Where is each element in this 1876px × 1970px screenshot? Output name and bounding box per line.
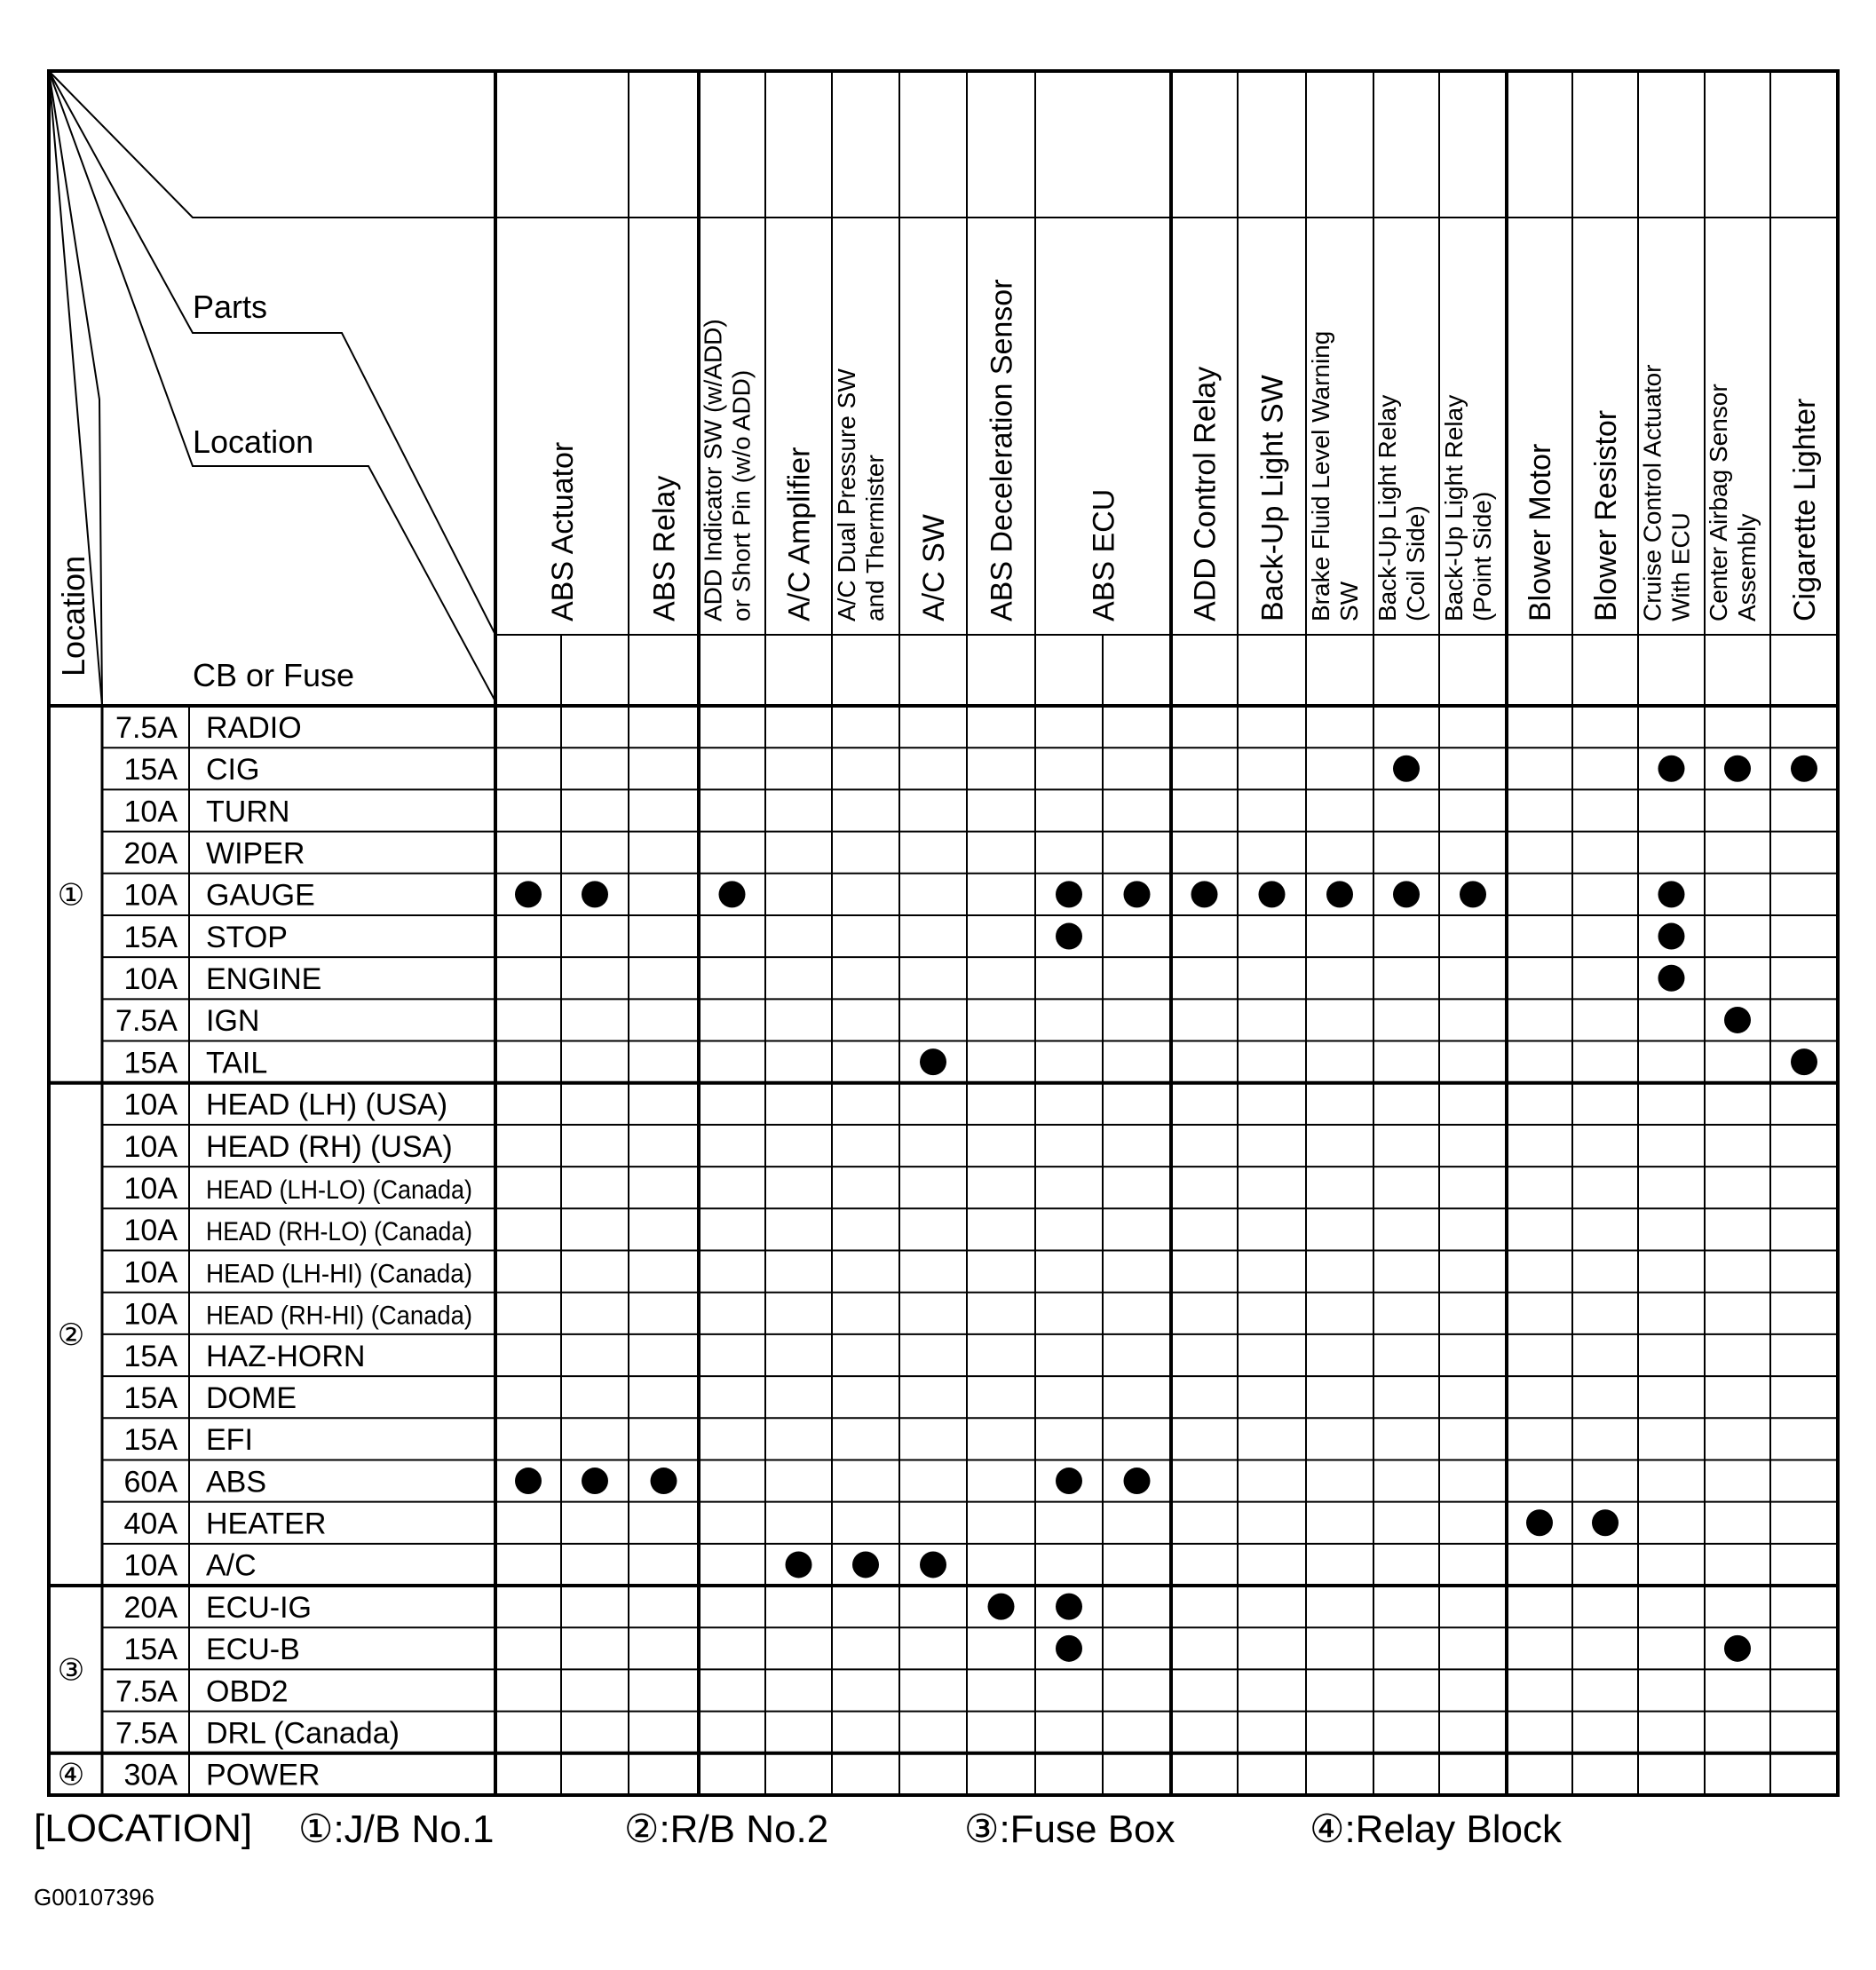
- fuse-amp: 15A: [123, 1046, 178, 1080]
- connection-dot: [1724, 1635, 1751, 1662]
- connection-dot: [852, 1551, 879, 1578]
- part-label: A/C Dual Pressure SW: [833, 368, 860, 621]
- part-label: ADD Control Relay: [1188, 366, 1223, 621]
- part-label: Center Airbag Sensor: [1705, 384, 1732, 621]
- fuse-amp: 7.5A: [115, 1004, 178, 1039]
- connection-dot: [651, 1468, 677, 1494]
- header-diagonals: [49, 71, 495, 706]
- connection-dot: [1658, 756, 1685, 782]
- fuse-amp: 15A: [123, 1381, 178, 1415]
- fuse-amp: 7.5A: [115, 1716, 178, 1751]
- fuse-name: DRL (Canada): [206, 1716, 400, 1751]
- location-groups: [58, 878, 84, 1792]
- fuse-name: ABS: [206, 1465, 267, 1499]
- connection-dot: [1460, 881, 1486, 907]
- fuse-amp: 10A: [123, 795, 178, 829]
- fuse-amp: 15A: [123, 1633, 178, 1667]
- fuse-name: ECU-B: [206, 1633, 300, 1667]
- connection-dot: [1658, 881, 1685, 907]
- location-symbol: ③: [57, 1653, 85, 1688]
- cb-fuse-label: CB or Fuse: [193, 657, 355, 693]
- connection-dot: [1191, 881, 1218, 907]
- fuse-name: HEAD (RH) (USA): [206, 1129, 453, 1164]
- part-label: ABS Deceleration Sensor: [985, 279, 1019, 621]
- fuse-amp: 20A: [123, 1590, 178, 1625]
- connection-dot: [1056, 923, 1082, 950]
- part-label: ABS Relay: [647, 475, 682, 621]
- part-label: ADD Indicator SW (w/ADD): [699, 319, 727, 621]
- part-label: A/C Amplifier: [782, 447, 817, 621]
- fuse-name: WIPER: [206, 836, 305, 871]
- connection-dot: [1326, 881, 1353, 907]
- fuse-amp: 20A: [123, 836, 178, 871]
- fuse-name: POWER: [206, 1758, 321, 1792]
- fuse-name: HEATER: [206, 1507, 327, 1541]
- fuse-amp: 10A: [123, 1548, 178, 1583]
- connection-dot: [1658, 965, 1685, 992]
- fuse-name: TAIL: [206, 1046, 268, 1080]
- fuse-amp: 10A: [123, 1171, 178, 1206]
- legend-fuse-box: ③:Fuse Box: [964, 1808, 1175, 1851]
- connection-dot: [1791, 1048, 1817, 1075]
- fuse-name: HEAD (RH-HI) (Canada): [206, 1301, 472, 1331]
- location-header-label: Location: [193, 423, 314, 460]
- part-label: Back-Up Light SW: [1255, 375, 1290, 621]
- fuse-amp: 15A: [123, 753, 178, 787]
- fuse-name: EFI: [206, 1423, 253, 1458]
- location-symbol: ④: [57, 1758, 85, 1792]
- connection-dot: [582, 881, 608, 907]
- connection-dot: [1056, 1594, 1082, 1620]
- connection-dot: [1724, 756, 1751, 782]
- fuse-name: HAZ-HORN: [206, 1339, 366, 1373]
- fuse-amp: 10A: [123, 1255, 178, 1290]
- fuse-name: HEAD (LH-HI) (Canada): [206, 1259, 472, 1289]
- connection-dot: [920, 1048, 946, 1075]
- fuse-amp: 15A: [123, 1339, 178, 1373]
- parts-label: Parts: [193, 289, 268, 325]
- connection-dot: [719, 881, 746, 907]
- location-axis-label: Location: [55, 555, 91, 676]
- part-label: Blower Resistor: [1589, 409, 1623, 621]
- fuse-name: ENGINE: [206, 962, 322, 997]
- fuse-amp: 7.5A: [115, 1674, 178, 1709]
- connection-dot: [515, 881, 542, 907]
- connection-dot: [1592, 1509, 1619, 1536]
- fuse-amp: 15A: [123, 1423, 178, 1458]
- connection-dot: [1056, 1635, 1082, 1662]
- fuse-name: A/C: [206, 1548, 257, 1583]
- fuse-name: RADIO: [206, 710, 302, 745]
- legend-title: [LOCATION]: [34, 1807, 253, 1850]
- part-label: Brake Fluid Level Warning: [1307, 330, 1334, 621]
- fuse-name: CIG: [206, 753, 260, 787]
- fuse-name: ECU-IG: [206, 1590, 312, 1625]
- part-label: Back-Up Light Relay: [1373, 394, 1401, 621]
- fuse-name: OBD2: [206, 1674, 289, 1709]
- fuse-amp: 15A: [123, 920, 178, 954]
- connection-dot: [1056, 881, 1082, 907]
- connection-dot: [786, 1551, 812, 1578]
- part-label: (Point Side): [1468, 491, 1496, 621]
- location-symbol: ②: [57, 1317, 85, 1352]
- legend-rb-no2: ②:R/B No.2: [624, 1808, 829, 1851]
- fuse-amp: 10A: [123, 1214, 178, 1248]
- part-label: Back-Up Light Relay: [1440, 394, 1468, 621]
- connection-dot: [1124, 1468, 1151, 1494]
- part-label: ABS ECU: [1087, 488, 1121, 621]
- connection-dot: [920, 1551, 946, 1578]
- fuse-name: DOME: [206, 1381, 297, 1415]
- connection-dot: [1393, 756, 1420, 782]
- part-label: Blower Motor: [1524, 443, 1557, 621]
- connection-dot: [582, 1468, 608, 1494]
- fuse-name: IGN: [206, 1004, 260, 1039]
- fuse-amp: 7.5A: [115, 710, 178, 745]
- fuse-amp: 10A: [123, 1297, 178, 1332]
- connection-dot: [988, 1594, 1015, 1620]
- part-label: SW: [1335, 581, 1363, 621]
- fuse-amp: 30A: [123, 1758, 178, 1792]
- part-label: Cruise Control Actuator: [1638, 364, 1666, 621]
- part-label: and Thermister: [861, 455, 889, 621]
- fuse-name: GAUGE: [206, 878, 315, 913]
- fuse-amp: 40A: [123, 1507, 178, 1541]
- location-symbol: ①: [57, 878, 85, 913]
- connection-dot: [1526, 1509, 1553, 1536]
- part-label: A/C SW: [917, 514, 951, 621]
- legend-relay-block: ④:Relay Block: [1310, 1808, 1562, 1851]
- part-labels: [546, 279, 1822, 621]
- fuse-name: HEAD (RH-LO) (Canada): [206, 1217, 472, 1247]
- part-label: With ECU: [1666, 512, 1695, 621]
- connection-dot: [1056, 1468, 1082, 1494]
- connection-dot: [1393, 881, 1420, 907]
- connection-dot: [1124, 881, 1151, 907]
- part-label: Assembly: [1733, 513, 1761, 621]
- fuse-amp: 10A: [123, 1129, 178, 1164]
- part-label: Cigarette Lighter: [1788, 398, 1822, 621]
- fuse-name: TURN: [206, 795, 290, 829]
- connection-dot: [515, 1468, 542, 1494]
- fuse-name: STOP: [206, 920, 288, 954]
- fuse-amp: 60A: [123, 1465, 178, 1499]
- legend-jb-no1: ①:J/B No.1: [298, 1808, 495, 1851]
- fuse-name: HEAD (LH-LO) (Canada): [206, 1175, 472, 1205]
- fuse-amp: 10A: [123, 1088, 178, 1122]
- image-code: G00107396: [34, 1884, 154, 1911]
- connection-dot: [1724, 1007, 1751, 1033]
- fuse-amp: 10A: [123, 962, 178, 997]
- part-label: (Coil Side): [1402, 505, 1429, 621]
- connection-dot: [1259, 881, 1286, 907]
- fuse-amp: 10A: [123, 878, 178, 913]
- connection-dot: [1791, 756, 1817, 782]
- fuse-name: HEAD (LH) (USA): [206, 1088, 448, 1122]
- connection-dot: [1658, 923, 1685, 950]
- part-label: or Short Pin (w/o ADD): [727, 369, 756, 621]
- part-label: ABS Actuator: [546, 441, 580, 621]
